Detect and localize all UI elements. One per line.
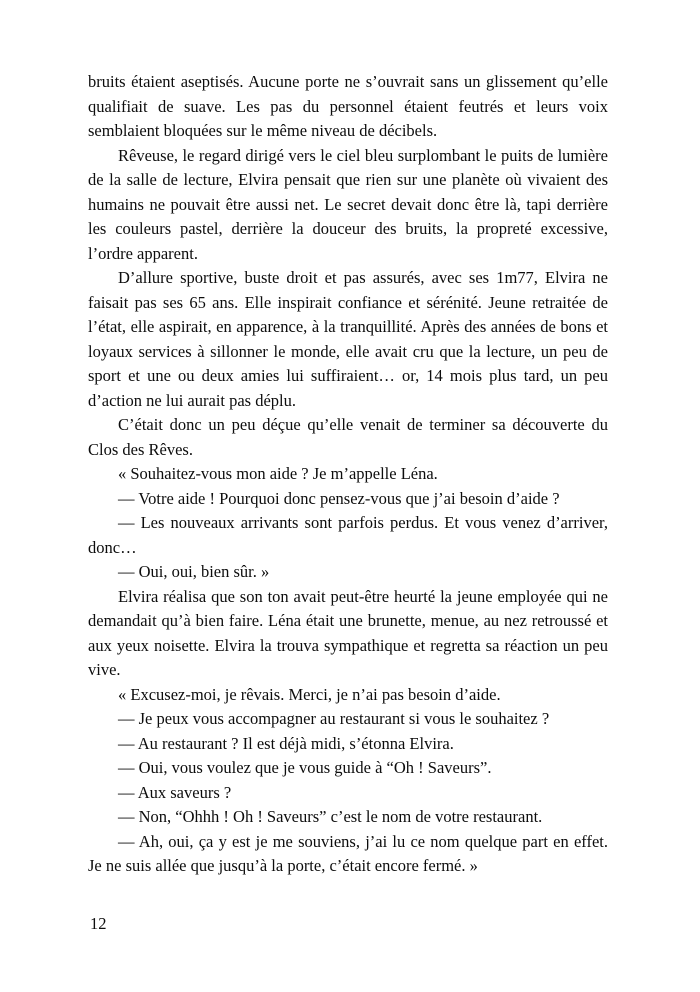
dialogue-line: « Souhaitez-vous mon aide ? Je m’appelle Léna.: [118, 464, 438, 483]
dialogue-line: — Ah, oui, ça y est je me souviens, j’ai lu ce nom quelque part en effet. Je ne suis allée que jusqu’à la porte, c’était encore fermé. »: [88, 831, 608, 875]
paragraph: D’allure sportive, buste droit et pas assurés, avec ses 1m77, Elvira ne faisait pas ses 65 ans. Elle inspirait confiance et sérénité. Jeune retraitée de l’état, elle aspirait, en apparence, à la tranquillité. Après des années de bons et loyaux services à sillonner le monde, elle avait cru que la lecture, un peu de sport et une ou deux amies lui suffiraient… or, 14 mois plus tard, un peu d’action ne lui aurait pas déplu.: [88, 268, 608, 410]
paragraph: bruits étaient aseptisés. Aucune porte ne s’ouvrait sans un glissement qu’elle qualifiait de suave. Les pas du personnel étaient feutrés et leurs voix semblaient bloquées sur le même niveau de décibels.: [88, 72, 608, 140]
dialogue-line: — Oui, vous voulez que je vous guide à “Oh ! Saveurs”.: [118, 758, 492, 777]
dialogue-line: — Votre aide ! Pourquoi donc pensez-vous que j’ai besoin d’aide ?: [118, 488, 560, 508]
page-text: [88, 70, 608, 879]
dialogue-line: — Non, “Ohhh ! Oh ! Saveurs” c’est le nom de votre restaurant.: [118, 807, 543, 826]
dialogue-line: — Aux saveurs ?: [118, 782, 232, 802]
page-number: 12: [90, 914, 107, 933]
paragraph: Elvira réalisa que son ton avait peut-être heurté la jeune employée qui ne demandait qu’à bien faire. Léna était une brunette, menue, au nez retroussé et aux yeux noisette. Elvira la trouva sympathique et regretta sa réaction un peu vive.: [88, 586, 608, 679]
paragraph: C’était donc un peu déçue qu’elle venait de terminer sa découverte du Clos des Rêves.: [88, 415, 608, 459]
dialogue-line: « Excusez-moi, je rêvais. Merci, je n’ai pas besoin d’aide.: [118, 684, 501, 704]
dialogue-line: — Les nouveaux arrivants sont parfois perdus. Et vous venez d’arriver, donc…: [88, 513, 608, 557]
paragraph: Rêveuse, le regard dirigé vers le ciel bleu surplombant le puits de lumière de la salle de lecture, Elvira pensait que rien sur une planète où vivaient des humains ne pouvait être aussi net. Le secret devait donc être là, tapi derrière les couleurs pastel, derrière la douceur des bruits, la propreté excessive, l’ordre apparent.: [88, 145, 608, 263]
dialogue-line: — Oui, oui, bien sûr. »: [118, 562, 270, 581]
dialogue-line: — Au restaurant ? Il est déjà midi, s’étonna Elvira.: [118, 733, 454, 753]
dialogue-line: — Je peux vous accompagner au restaurant si vous le souhaitez ?: [118, 709, 550, 728]
